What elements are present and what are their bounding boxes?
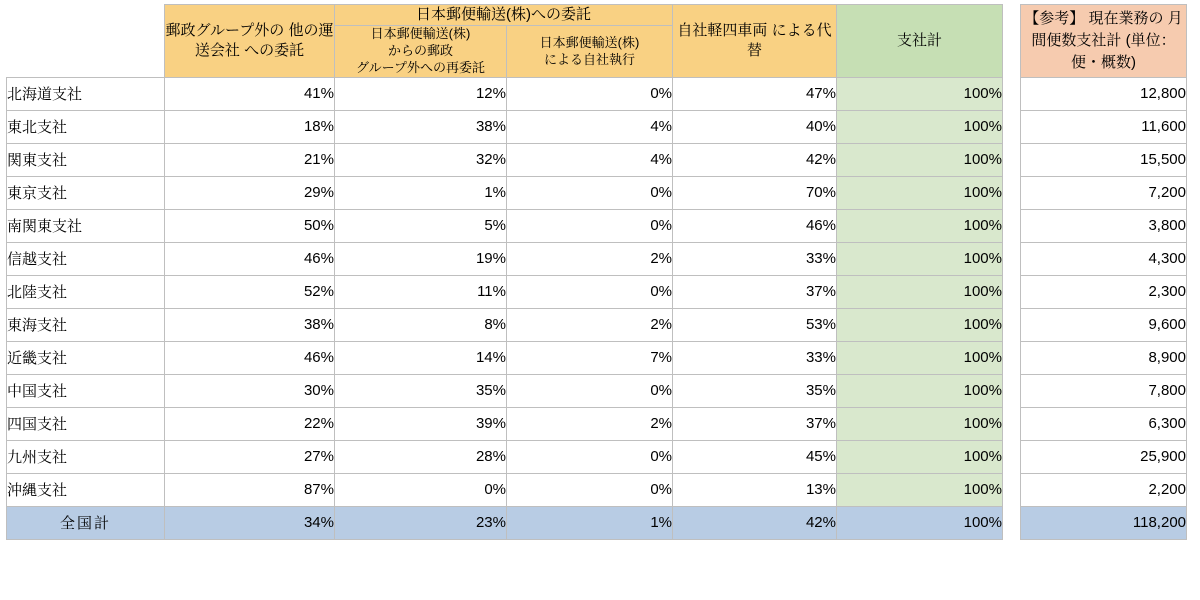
header-resubcontract <box>335 26 507 78</box>
cell-outsourcing-other: 87% <box>165 473 335 506</box>
table-row <box>7 473 1187 506</box>
gap-cell <box>1003 440 1021 473</box>
cell-own-light-vehicle: 46% <box>673 209 837 242</box>
header-row-1 <box>7 5 1187 26</box>
header-line: による自社執行 <box>543 51 635 67</box>
cell-reference: 9,600 <box>1021 308 1187 341</box>
gap-cell <box>1003 143 1021 176</box>
cell-own-light-vehicle: 53% <box>673 308 837 341</box>
cell-reference: 4,300 <box>1021 242 1187 275</box>
cell-own-light-vehicle: 37% <box>673 407 837 440</box>
cell-own-light-vehicle: 33% <box>673 242 837 275</box>
cell-reference: 8,900 <box>1021 341 1187 374</box>
gap-cell <box>1003 407 1021 440</box>
cell-own-light-vehicle: 47% <box>673 77 837 110</box>
header-line: 日本郵便輸送(株) <box>370 26 471 42</box>
gap-cell <box>1003 209 1021 242</box>
cell-branch-total: 100% <box>837 275 1003 308</box>
cell-branch-total: 100% <box>837 440 1003 473</box>
header-corner-cell <box>7 5 165 26</box>
table-row <box>7 374 1187 407</box>
cell-outsourcing-other: 27% <box>165 440 335 473</box>
row-label: 関東支社 <box>7 143 165 176</box>
cell-branch-total: 100% <box>837 374 1003 407</box>
cell-reference: 7,200 <box>1021 176 1187 209</box>
header-line: 自社軽四車両 <box>677 21 768 39</box>
cell-resubcontract: 19% <box>335 242 507 275</box>
gap-cell <box>1003 77 1021 110</box>
cell-outsourcing-other: 46% <box>165 341 335 374</box>
cell-self-execution: 2% <box>507 407 673 440</box>
header-line: による代替 <box>746 21 832 59</box>
cell-reference: 3,800 <box>1021 209 1187 242</box>
cell-outsourcing-other: 22% <box>165 407 335 440</box>
header-corner-cell-2 <box>7 26 165 78</box>
cell-outsourcing-other: 29% <box>165 176 335 209</box>
cell-resubcontract: 32% <box>335 143 507 176</box>
cell-outsourcing-other: 52% <box>165 275 335 308</box>
header-line: 郵政グループ外の <box>165 21 285 39</box>
table-row <box>7 275 1187 308</box>
cell-branch-total: 100% <box>837 77 1003 110</box>
table-row <box>7 77 1187 110</box>
table-body <box>7 77 1187 539</box>
cell-resubcontract: 5% <box>335 209 507 242</box>
gap-cell <box>1003 176 1021 209</box>
cell-outsourcing-other: 21% <box>165 143 335 176</box>
header-line: 月間便数支社計 <box>1031 10 1183 50</box>
row-label: 南関東支社 <box>7 209 165 242</box>
cell-resubcontract: 39% <box>335 407 507 440</box>
cell-reference: 2,300 <box>1021 275 1187 308</box>
cell-branch-total: 100% <box>837 308 1003 341</box>
cell-reference: 25,900 <box>1021 440 1187 473</box>
table-row <box>7 407 1187 440</box>
cell-own-light-vehicle: 42% <box>673 506 837 539</box>
cell-self-execution: 7% <box>507 341 673 374</box>
row-label: 北海道支社 <box>7 77 165 110</box>
header-line: 日本郵便輸送(株) <box>539 34 640 50</box>
cell-branch-total: 100% <box>837 473 1003 506</box>
row-label: 東海支社 <box>7 308 165 341</box>
row-label: 沖縄支社 <box>7 473 165 506</box>
cell-resubcontract: 1% <box>335 176 507 209</box>
gap-cell <box>1003 275 1021 308</box>
cell-resubcontract: 0% <box>335 473 507 506</box>
header-line: 他の運送会社 <box>194 21 334 59</box>
gap-cell <box>1003 374 1021 407</box>
cell-own-light-vehicle: 45% <box>673 440 837 473</box>
row-label: 近畿支社 <box>7 341 165 374</box>
cell-own-light-vehicle: 37% <box>673 275 837 308</box>
cell-branch-total: 100% <box>837 341 1003 374</box>
row-label: 信越支社 <box>7 242 165 275</box>
cell-reference: 15,500 <box>1021 143 1187 176</box>
header-line: (単位：便・概数) <box>1071 32 1176 71</box>
cell-reference: 11,600 <box>1021 110 1187 143</box>
header-gap <box>1003 5 1021 78</box>
cell-resubcontract: 23% <box>335 506 507 539</box>
ratio-table <box>6 4 1187 540</box>
cell-resubcontract: 14% <box>335 341 507 374</box>
gap-cell <box>1003 506 1021 539</box>
cell-branch-total: 100% <box>837 209 1003 242</box>
cell-own-light-vehicle: 35% <box>673 374 837 407</box>
table-row <box>7 176 1187 209</box>
cell-branch-total: 100% <box>837 506 1003 539</box>
header-line: からの郵政 <box>387 43 453 59</box>
cell-outsourcing-other: 30% <box>165 374 335 407</box>
row-label: 四国支社 <box>7 407 165 440</box>
cell-outsourcing-other: 46% <box>165 242 335 275</box>
gap-cell <box>1003 242 1021 275</box>
row-label: 九州支社 <box>7 440 165 473</box>
row-label-national-total: 全国計 <box>7 506 165 539</box>
cell-own-light-vehicle: 40% <box>673 110 837 143</box>
table-total-row <box>7 506 1187 539</box>
cell-branch-total: 100% <box>837 242 1003 275</box>
cell-outsourcing-other: 50% <box>165 209 335 242</box>
header-line: 【参考】 <box>1024 10 1085 28</box>
cell-self-execution: 0% <box>507 440 673 473</box>
cell-self-execution: 0% <box>507 473 673 506</box>
cell-reference: 2,200 <box>1021 473 1187 506</box>
row-label: 東北支社 <box>7 110 165 143</box>
table-row <box>7 440 1187 473</box>
cell-self-execution: 0% <box>507 176 673 209</box>
table-row <box>7 341 1187 374</box>
header-self-execution <box>507 26 673 78</box>
cell-resubcontract: 35% <box>335 374 507 407</box>
cell-outsourcing-other: 18% <box>165 110 335 143</box>
cell-resubcontract: 11% <box>335 275 507 308</box>
cell-self-execution: 0% <box>507 275 673 308</box>
cell-branch-total: 100% <box>837 110 1003 143</box>
header-outsourcing-other <box>165 5 335 78</box>
cell-self-execution: 1% <box>507 506 673 539</box>
gap-cell <box>1003 308 1021 341</box>
table-header <box>7 5 1187 78</box>
cell-own-light-vehicle: 70% <box>673 176 837 209</box>
cell-branch-total: 100% <box>837 143 1003 176</box>
header-own-light-vehicle <box>673 5 837 78</box>
gap-cell <box>1003 473 1021 506</box>
cell-reference: 6,300 <box>1021 407 1187 440</box>
cell-self-execution: 0% <box>507 77 673 110</box>
cell-reference: 7,800 <box>1021 374 1187 407</box>
cell-own-light-vehicle: 42% <box>673 143 837 176</box>
cell-reference: 12,800 <box>1021 77 1187 110</box>
cell-self-execution: 0% <box>507 209 673 242</box>
cell-self-execution: 4% <box>507 110 673 143</box>
table-row <box>7 242 1187 275</box>
cell-own-light-vehicle: 13% <box>673 473 837 506</box>
table-row <box>7 308 1187 341</box>
table-row <box>7 209 1187 242</box>
cell-outsourcing-other: 34% <box>165 506 335 539</box>
gap-cell <box>1003 110 1021 143</box>
cell-branch-total: 100% <box>837 176 1003 209</box>
cell-self-execution: 2% <box>507 308 673 341</box>
cell-self-execution: 2% <box>507 242 673 275</box>
cell-resubcontract: 12% <box>335 77 507 110</box>
table-row <box>7 143 1187 176</box>
header-line: への委託 <box>244 41 305 59</box>
header-reference <box>1021 5 1187 78</box>
cell-branch-total: 100% <box>837 407 1003 440</box>
row-label: 東京支社 <box>7 176 165 209</box>
cell-own-light-vehicle: 33% <box>673 341 837 374</box>
cell-outsourcing-other: 41% <box>165 77 335 110</box>
cell-resubcontract: 38% <box>335 110 507 143</box>
table-row <box>7 110 1187 143</box>
header-line: 現在業務の <box>1088 10 1164 28</box>
cell-outsourcing-other: 38% <box>165 308 335 341</box>
row-label: 北陸支社 <box>7 275 165 308</box>
gap-cell <box>1003 341 1021 374</box>
header-group-jptransport: 日本郵便輸送(株)への委託 <box>335 5 673 26</box>
header-line: グループ外への再委託 <box>356 60 485 76</box>
header-branch-total: 支社計 <box>837 5 1003 78</box>
cell-resubcontract: 8% <box>335 308 507 341</box>
row-label: 中国支社 <box>7 374 165 407</box>
cell-resubcontract: 28% <box>335 440 507 473</box>
cell-self-execution: 0% <box>507 374 673 407</box>
cell-self-execution: 4% <box>507 143 673 176</box>
cell-reference: 118,200 <box>1021 506 1187 539</box>
